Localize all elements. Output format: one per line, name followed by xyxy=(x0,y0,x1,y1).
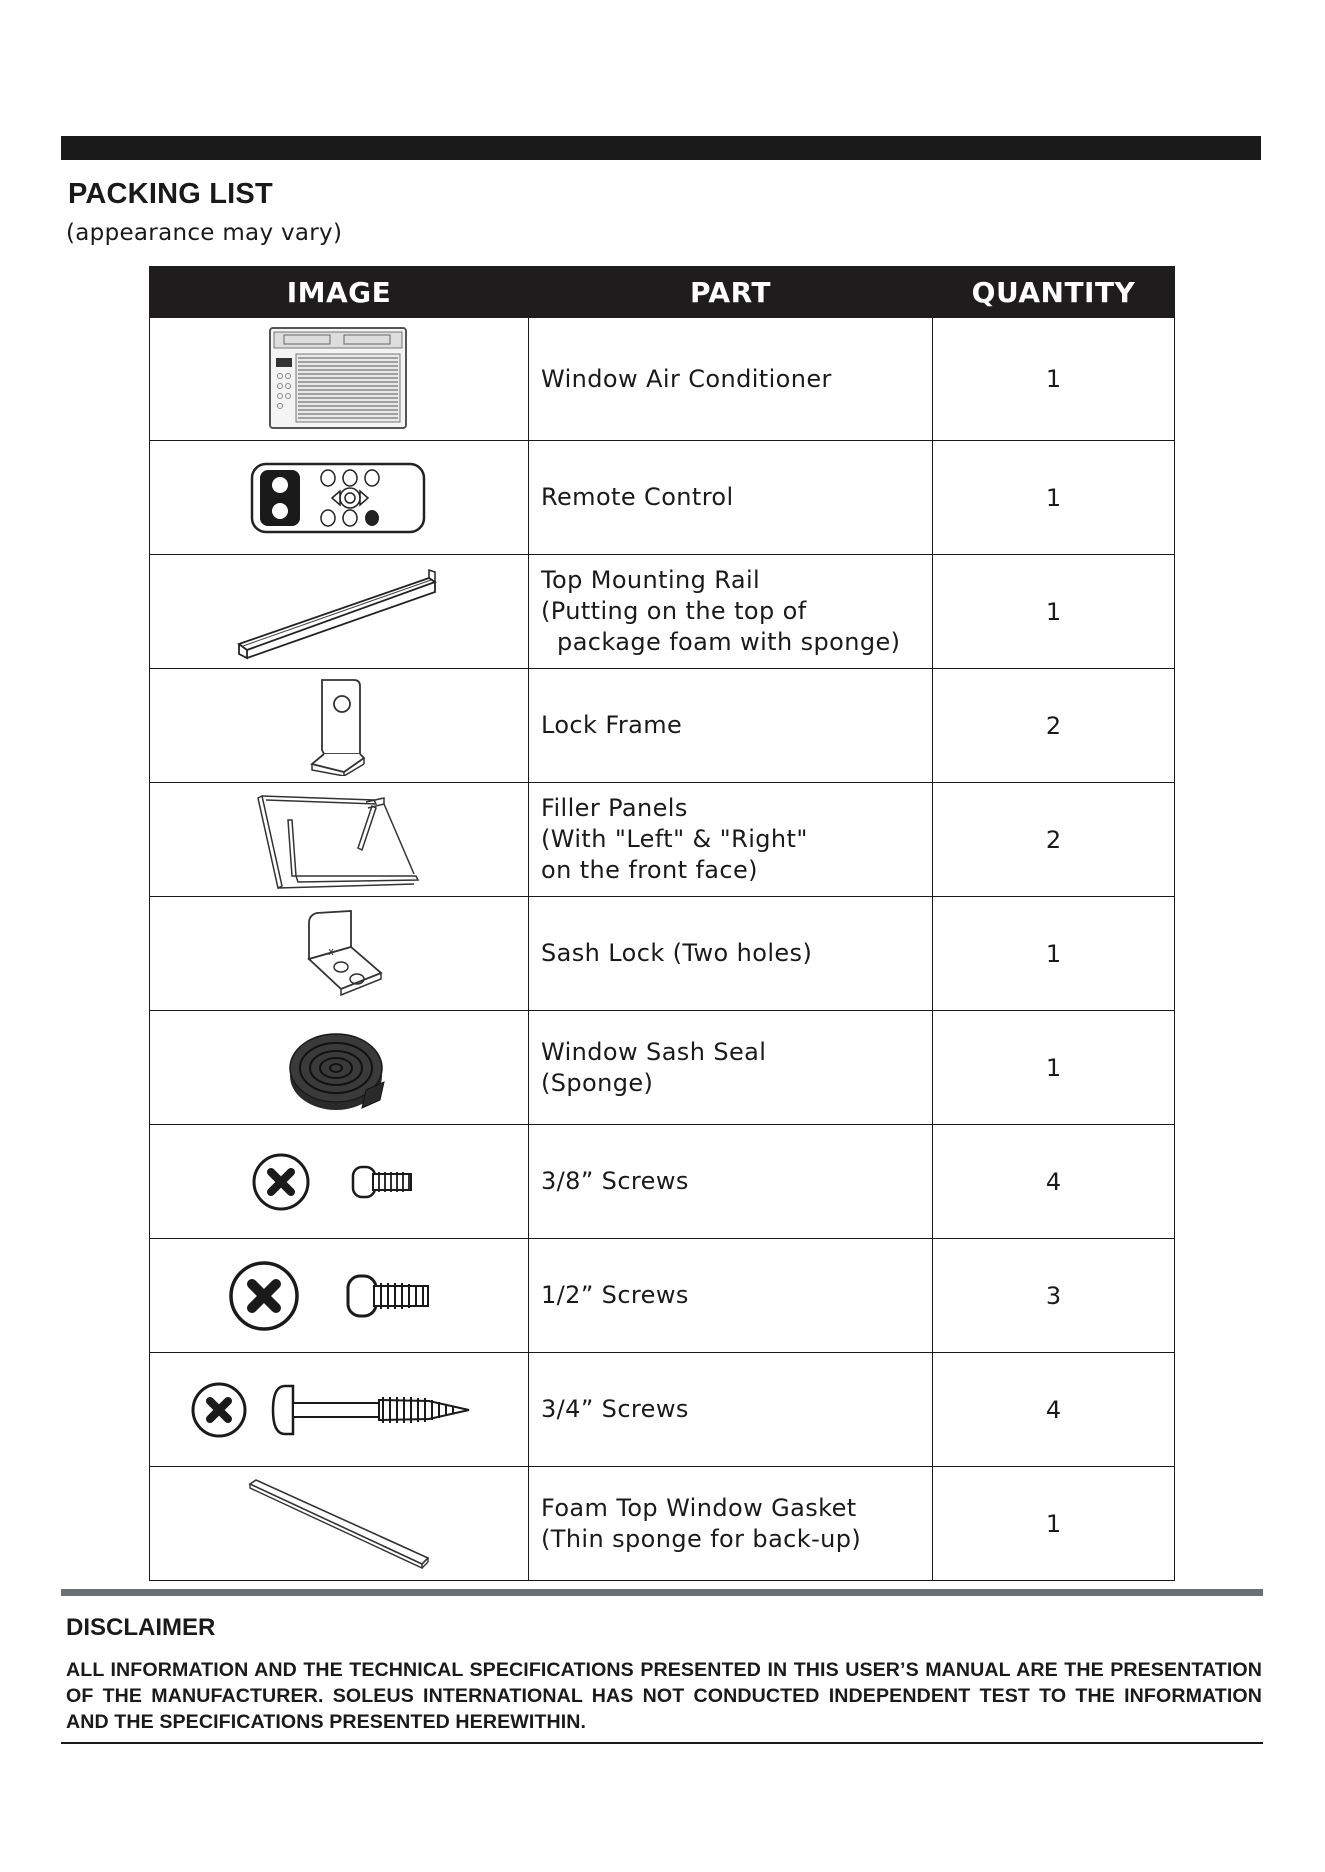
part-note: package foam with sponge) xyxy=(541,628,901,656)
page-subtitle: (appearance may vary) xyxy=(66,220,343,246)
table-row xyxy=(150,318,1175,441)
part-name: Window Sash Seal xyxy=(541,1037,767,1066)
image-cell xyxy=(150,783,529,897)
part-note: (With "Left" & "Right" xyxy=(541,825,808,853)
table-row xyxy=(150,669,1175,783)
part-cell xyxy=(529,1125,933,1239)
table-row xyxy=(150,1467,1175,1581)
table-row xyxy=(150,1239,1175,1353)
part-note: on the front face) xyxy=(541,856,758,884)
foam-gasket-icon xyxy=(244,1476,434,1572)
disclaimer-text: ALL INFORMATION AND THE TECHNICAL SPECIFICATIONS PRESENTED IN THIS USER’S MANUAL ARE THE PRESENTATION OF THE MANUFACTURER. SOLEUS INTERNATIONAL HAS NOT CONDUCTED INDEPENDENT TEST TO THE INFORMATION AND THE SPECIFICATIONS PRESENTED HEREWITHIN. xyxy=(66,1659,1262,1733)
part-name: Filler Panels xyxy=(541,794,688,822)
packing-list-table xyxy=(149,266,1175,1581)
lock-frame-icon xyxy=(304,676,374,776)
disclaimer-title: DISCLAIMER xyxy=(66,1614,216,1641)
table-row xyxy=(150,783,1175,897)
part-name: Remote Control xyxy=(541,483,734,511)
table-row xyxy=(150,897,1175,1011)
quantity-cell: 1 xyxy=(933,897,1175,1011)
part-name: 3/4” Screws xyxy=(541,1395,689,1423)
screw-small-icon xyxy=(249,1147,429,1217)
part-name: 3/8” Screws xyxy=(541,1167,689,1195)
part-cell xyxy=(529,783,933,897)
section-divider xyxy=(61,1589,1263,1596)
column-header-part: PART xyxy=(529,267,933,318)
air-conditioner-icon xyxy=(264,324,414,434)
part-name: Lock Frame xyxy=(541,711,683,739)
header-bar xyxy=(61,136,1261,160)
part-name: Top Mounting Rail xyxy=(541,566,761,594)
mounting-rail-icon xyxy=(229,564,449,660)
screw-medium-icon xyxy=(224,1256,454,1336)
quantity-cell: 1 xyxy=(933,318,1175,441)
part-cell xyxy=(529,897,933,1011)
sash-lock-icon xyxy=(289,909,389,999)
image-cell xyxy=(150,1011,529,1125)
column-header-image: IMAGE xyxy=(150,267,529,318)
part-cell xyxy=(529,441,933,555)
image-cell xyxy=(150,1239,529,1353)
image-cell xyxy=(150,897,529,1011)
part-cell xyxy=(529,669,933,783)
sash-seal-icon xyxy=(284,1018,394,1118)
quantity-cell: 2 xyxy=(933,783,1175,897)
part-cell xyxy=(529,318,933,441)
bottom-divider xyxy=(61,1742,1263,1744)
table-row xyxy=(150,555,1175,669)
remote-control-icon xyxy=(246,458,432,538)
part-cell xyxy=(529,555,933,669)
table-row xyxy=(150,1011,1175,1125)
image-cell xyxy=(150,1125,529,1239)
part-name: 1/2” Screws xyxy=(541,1281,689,1309)
quantity-cell: 4 xyxy=(933,1353,1175,1467)
image-cell xyxy=(150,555,529,669)
table-header-row xyxy=(150,267,1175,318)
quantity-cell: 1 xyxy=(933,1011,1175,1125)
part-note: (Putting on the top of xyxy=(541,597,807,625)
part-note: (Thin sponge for back-up) xyxy=(541,1524,862,1553)
table-row xyxy=(150,1125,1175,1239)
part-name: Sash Lock (Two holes) xyxy=(541,939,813,967)
filler-panels-icon xyxy=(254,790,424,890)
part-name: Foam Top Window Gasket xyxy=(541,1493,857,1522)
quantity-cell: 1 xyxy=(933,441,1175,555)
quantity-cell: 4 xyxy=(933,1125,1175,1239)
image-cell xyxy=(150,441,529,555)
image-cell xyxy=(150,1467,529,1581)
part-cell xyxy=(529,1011,933,1125)
quantity-cell: 3 xyxy=(933,1239,1175,1353)
quantity-cell: 1 xyxy=(933,555,1175,669)
part-cell xyxy=(529,1467,933,1581)
part-cell xyxy=(529,1239,933,1353)
page-title: PACKING LIST xyxy=(68,178,273,210)
table-row xyxy=(150,1353,1175,1467)
part-name: Window Air Conditioner xyxy=(541,364,832,393)
image-cell xyxy=(150,669,529,783)
part-cell xyxy=(529,1353,933,1467)
quantity-cell: 2 xyxy=(933,669,1175,783)
column-header-quantity: QUANTITY xyxy=(933,267,1175,318)
quantity-cell: 1 xyxy=(933,1467,1175,1581)
screw-long-icon xyxy=(189,1370,489,1450)
image-cell xyxy=(150,1353,529,1467)
image-cell xyxy=(150,318,529,441)
part-note: (Sponge) xyxy=(541,1068,654,1097)
table-row xyxy=(150,441,1175,555)
